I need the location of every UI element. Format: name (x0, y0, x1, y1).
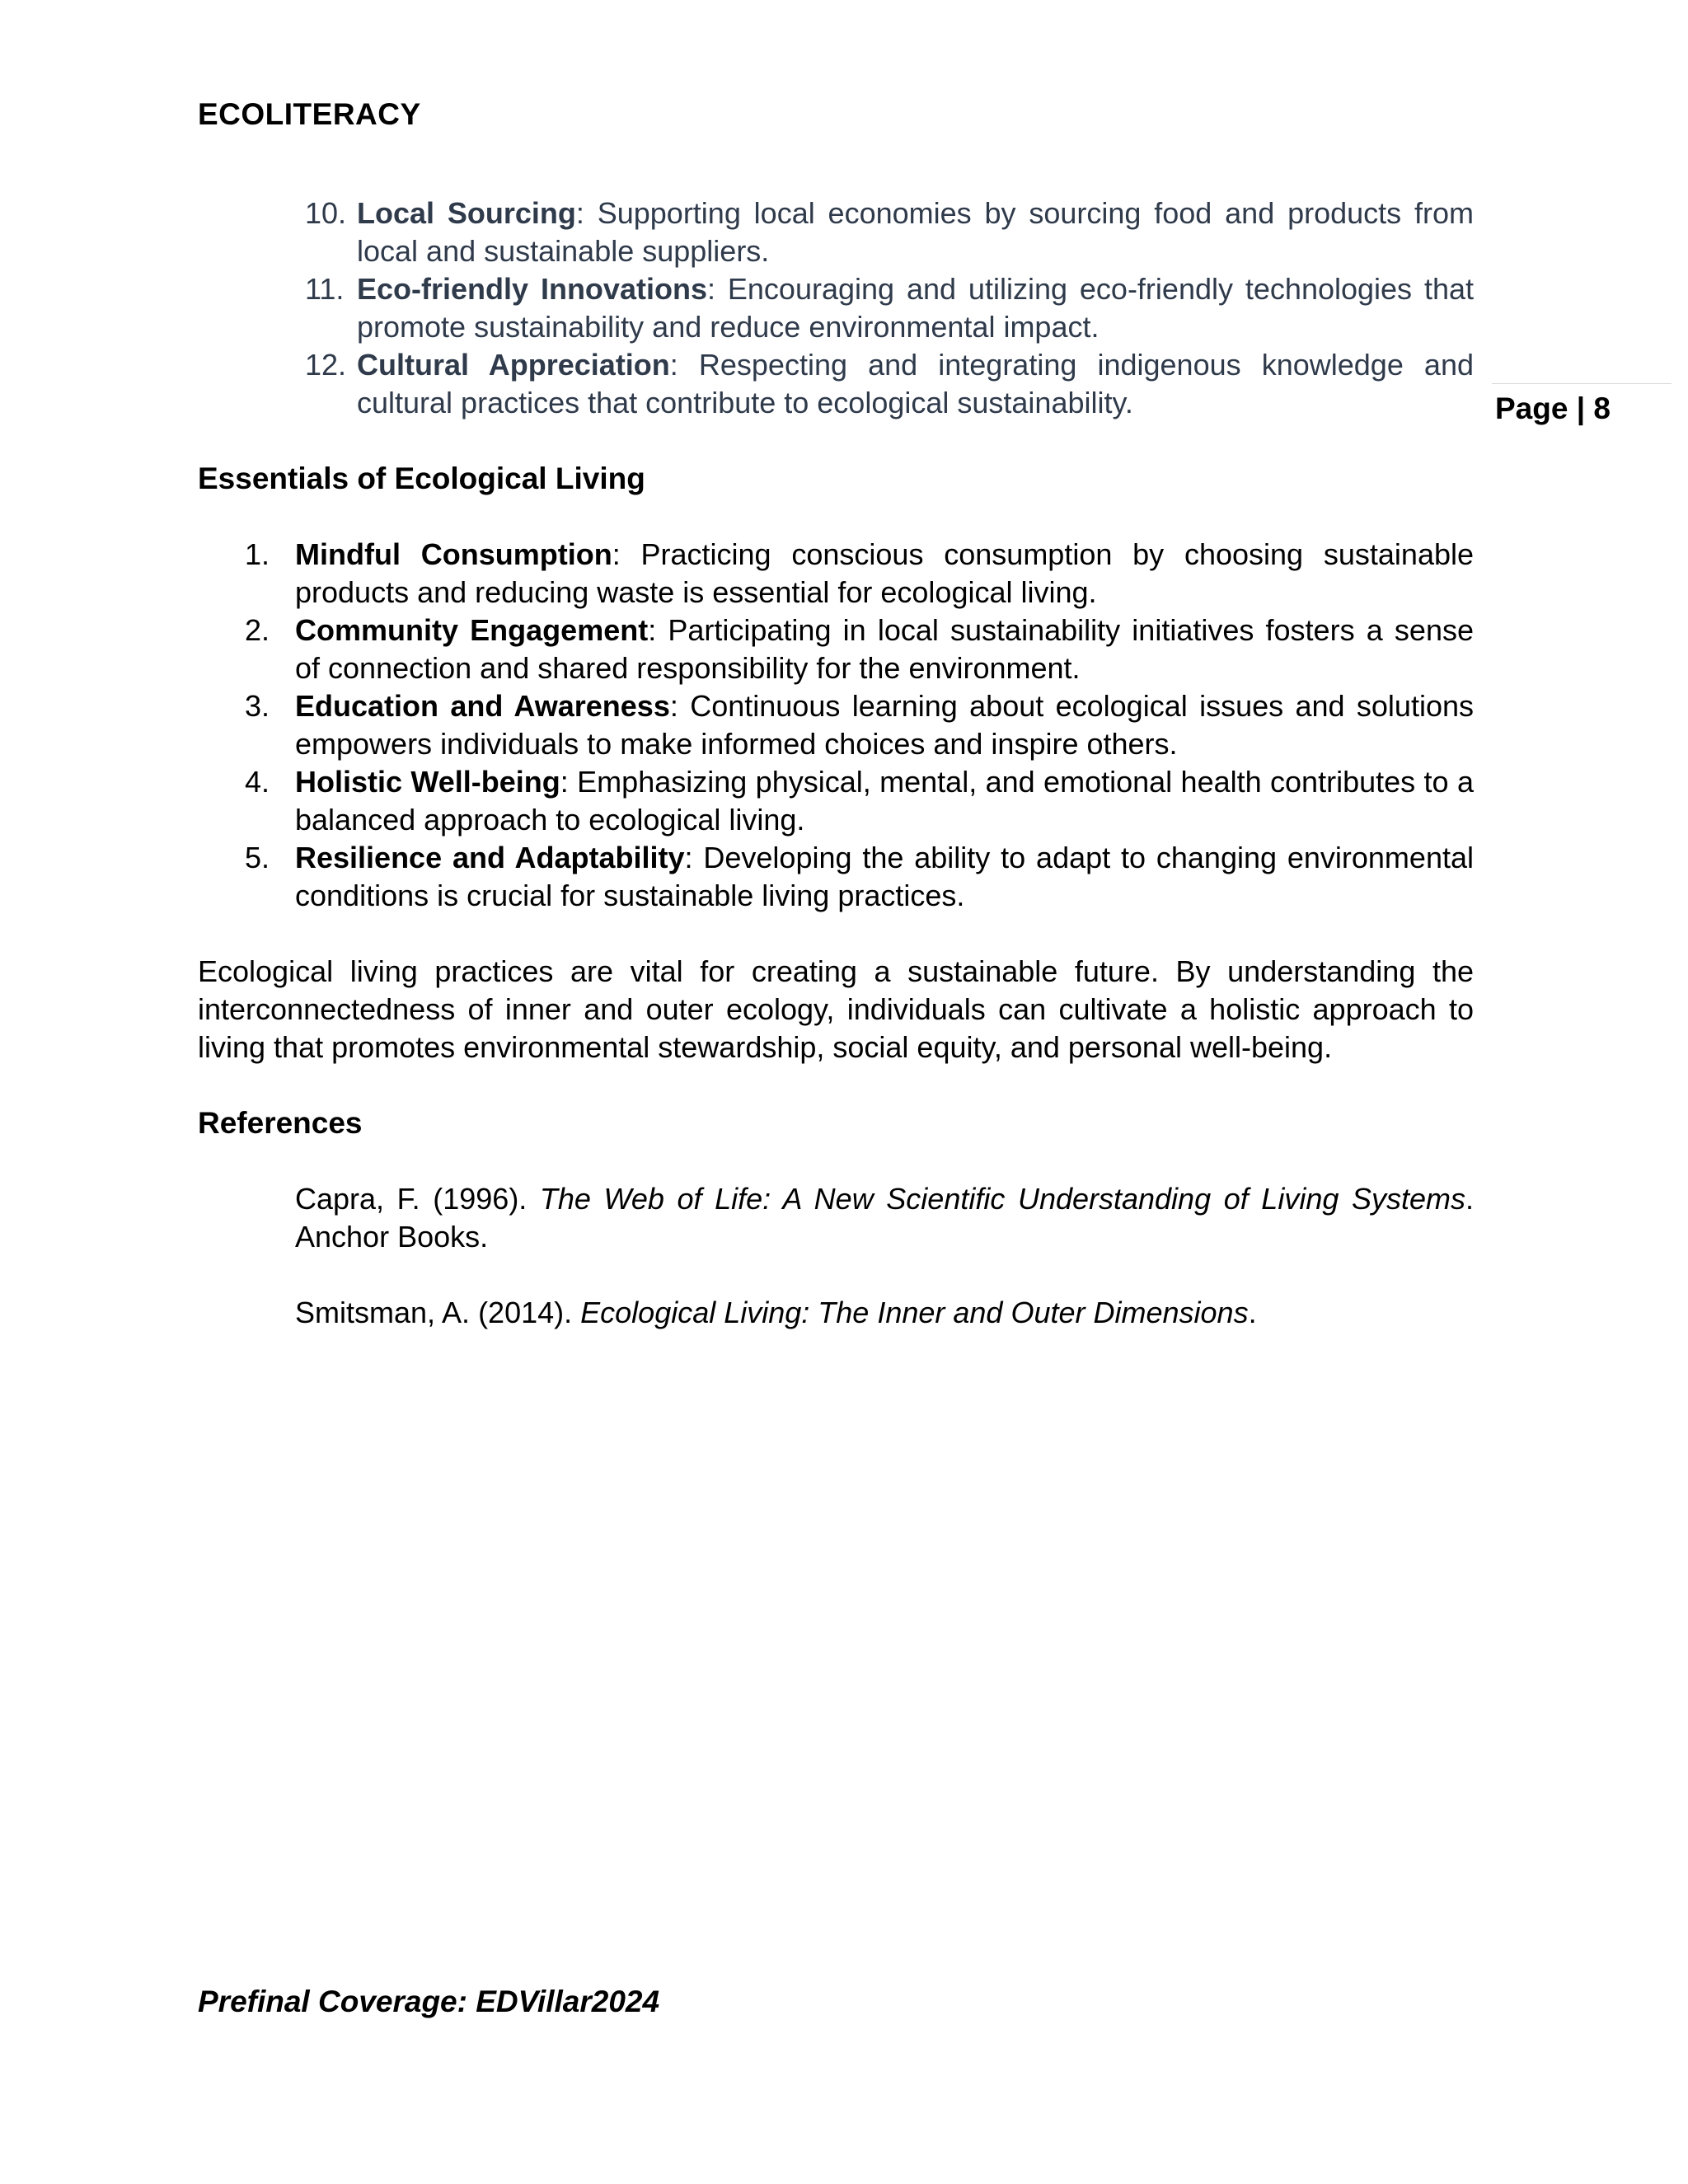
references-heading: References (198, 1106, 363, 1140)
list-item (198, 536, 1474, 612)
list-item (198, 763, 1474, 839)
list-text: : Continuous learning about ecological issues and solutions empowers individuals to make informed choices and inspire others. (295, 689, 1474, 761)
reference-tail: . (1248, 1296, 1257, 1329)
list-item (198, 612, 1474, 687)
list-item (198, 194, 1474, 270)
essentials-heading: Essentials of Ecological Living (198, 462, 645, 495)
page-number-rule (1492, 383, 1672, 384)
list-number: 12. (305, 348, 347, 382)
reference-title: The Web of Life: A New Scientific Understanding of Living Systems (539, 1182, 1465, 1216)
list-term: Local Sourcing (357, 196, 576, 230)
body-content (198, 194, 1474, 1370)
list-text: : Supporting local economies by sourcing food and products from local and sustainable suppliers. (357, 196, 1474, 268)
list-number: 10. (305, 196, 347, 230)
continued-practices-list (198, 194, 1474, 422)
list-text: : Respecting and integrating indigenous knowledge and cultural practices that contribute to ecological sustainability. (357, 348, 1474, 419)
list-number: 11. (305, 272, 345, 306)
reference-entry (295, 1294, 1474, 1332)
list-text: : Encouraging and utilizing eco-friendly technologies that promote sustainability and reduce environmental impact. (357, 272, 1475, 344)
list-item (198, 270, 1474, 346)
closing-paragraph: Ecological living practices are vital for creating a sustainable future. By understanding the interconnectedness of inner and outer ecology, individuals can cultivate a holistic approach to living that promotes environmental stewardship, social equity, and personal well-being. (198, 954, 1474, 1064)
list-term: Resilience and Adaptability (295, 841, 685, 874)
page-footer: Prefinal Coverage: EDVillar2024 (198, 1985, 660, 2018)
list-term: Eco-friendly Innovations (357, 272, 707, 306)
list-number: 5. (245, 841, 270, 874)
running-header-title: ECOLITERACY (198, 97, 421, 131)
page-number: Page | 8 (1495, 391, 1611, 425)
list-text: : Developing the ability to adapt to changing environmental conditions is crucial for sustainable living practices. (295, 841, 1474, 912)
reference-author: Smitsman, A. (2014). (295, 1296, 581, 1329)
list-number: 2. (245, 613, 270, 647)
list-text: : Practicing conscious consumption by choosing sustainable products and reducing waste is essential for ecological living. (295, 537, 1475, 609)
list-term: Community Engagement (295, 613, 649, 647)
list-term: Mindful Consumption (295, 537, 612, 571)
reference-author: Capra, F. (1996). (295, 1182, 540, 1216)
list-term: Cultural Appreciation (357, 348, 670, 382)
references-list (198, 1180, 1474, 1332)
list-number: 1. (245, 537, 270, 571)
essentials-list (198, 536, 1474, 915)
list-number: 4. (245, 765, 270, 799)
list-text: : Emphasizing physical, mental, and emotional health contributes to a balanced approach to ecological living. (295, 765, 1474, 837)
reference-tail: . Anchor Books. (295, 1182, 1475, 1254)
reference-title: Ecological Living: The Inner and Outer Dimensions (580, 1296, 1249, 1329)
list-item (198, 839, 1474, 915)
list-item (198, 346, 1474, 422)
list-term: Education and Awareness (295, 689, 670, 723)
list-term: Holistic Well-being (295, 765, 560, 799)
list-text: : Participating in local sustainability initiatives fosters a sense of connection and shared responsibility for the environment. (295, 613, 1474, 685)
reference-entry (295, 1180, 1474, 1256)
list-number: 3. (245, 689, 270, 723)
list-item (198, 687, 1474, 763)
